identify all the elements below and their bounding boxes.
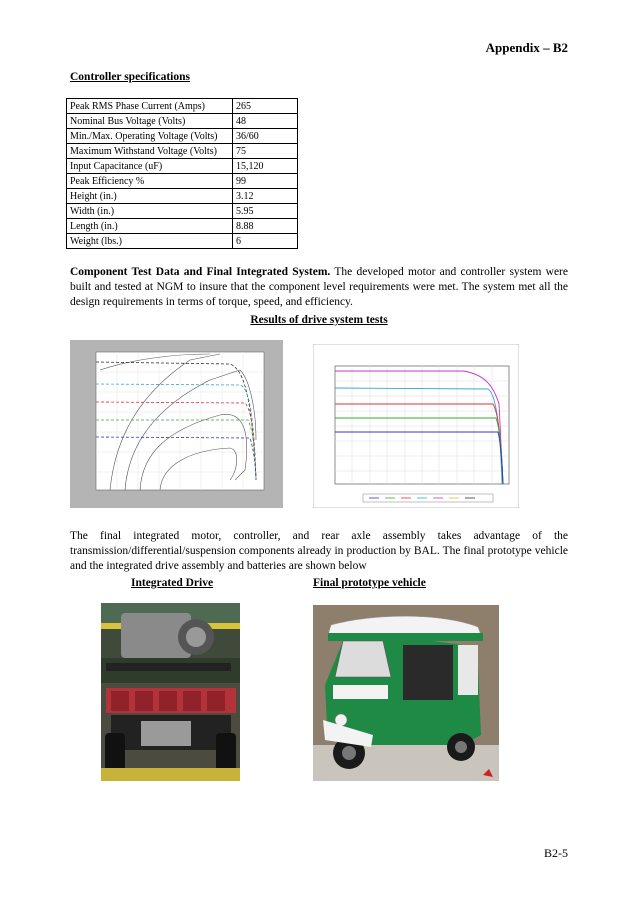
page-number: B2-5 bbox=[544, 846, 568, 860]
spec-value: 48 bbox=[233, 114, 298, 129]
spec-row bbox=[67, 219, 298, 234]
spec-row bbox=[67, 144, 298, 159]
spec-label: Length (in.) bbox=[67, 219, 233, 234]
appendix-header: Appendix – B2 bbox=[485, 40, 568, 55]
spec-row bbox=[67, 114, 298, 129]
spec-row bbox=[67, 159, 298, 174]
spec-value: 265 bbox=[233, 99, 298, 114]
spec-label: Peak Efficiency % bbox=[67, 174, 233, 189]
efficiency-map-figure bbox=[70, 340, 283, 508]
spec-label: Input Capacitance (uF) bbox=[67, 159, 233, 174]
spec-label: Nominal Bus Voltage (Volts) bbox=[67, 114, 233, 129]
spec-label: Min./Max. Operating Voltage (Volts) bbox=[67, 129, 233, 144]
spec-label: Width (in.) bbox=[67, 204, 233, 219]
prototype-vehicle-caption: Final prototype vehicle bbox=[313, 577, 426, 589]
integrated-drive-photo bbox=[101, 603, 240, 781]
spec-value: 15,120 bbox=[233, 159, 298, 174]
controller-spec-title: Controller specifications bbox=[70, 71, 190, 83]
spec-label: Height (in.) bbox=[67, 189, 233, 204]
spec-row bbox=[67, 99, 298, 114]
plot-legend bbox=[363, 494, 493, 502]
spec-row bbox=[67, 234, 298, 249]
spec-value: 75 bbox=[233, 144, 298, 159]
controller-spec-table bbox=[66, 98, 298, 249]
spec-value: 36/60 bbox=[233, 129, 298, 144]
spec-value: 8.88 bbox=[233, 219, 298, 234]
prototype-vehicle-photo bbox=[313, 605, 499, 781]
spec-row bbox=[67, 189, 298, 204]
test-data-text: The developed motor and controller system were built and tested at NGM to insure that the component level requirements were met. The system met all the design requirements in terms of torque, speed, and efficiency. bbox=[70, 266, 568, 308]
spec-value: 5.95 bbox=[233, 204, 298, 219]
test-data-paragraph bbox=[70, 265, 568, 310]
integrated-system-paragraph: The final integrated motor, controller, and rear axle assembly takes advantage of the transmission/differential/suspension components already in production by BAL. The final prototype vehicle and the integrated drive assembly and batteries are shown below bbox=[70, 530, 568, 572]
spec-value: 99 bbox=[233, 174, 298, 189]
torque-speed-figure bbox=[313, 344, 519, 508]
spec-value: 3.12 bbox=[233, 189, 298, 204]
test-data-heading: Component Test Data and Final Integrated System. bbox=[70, 266, 331, 278]
spec-row bbox=[67, 204, 298, 219]
spec-label: Maximum Withstand Voltage (Volts) bbox=[67, 144, 233, 159]
spec-label: Weight (lbs.) bbox=[67, 234, 233, 249]
results-title: Results of drive system tests bbox=[250, 314, 388, 326]
spec-value: 6 bbox=[233, 234, 298, 249]
spec-row bbox=[67, 129, 298, 144]
integrated-drive-caption: Integrated Drive bbox=[131, 577, 214, 589]
spec-label: Peak RMS Phase Current (Amps) bbox=[67, 99, 233, 114]
spec-row bbox=[67, 174, 298, 189]
